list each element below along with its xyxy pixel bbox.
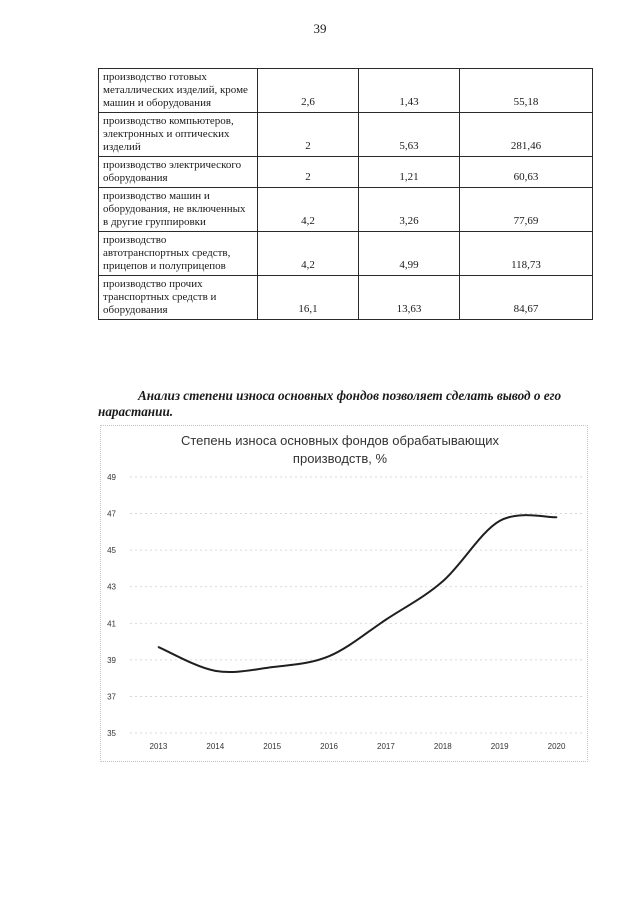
table-row (99, 232, 593, 276)
row-name: производство прочих транспортных средств и оборудования (99, 276, 258, 320)
row-name: производство готовых металлических изделий, кроме машин и оборудования (99, 69, 258, 113)
row-value-2: 13,63 (359, 276, 460, 320)
row-value-3: 77,69 (460, 188, 593, 232)
x-tick-label: 2015 (263, 742, 282, 751)
y-tick-label: 41 (107, 619, 116, 629)
x-axis-ticks (150, 742, 566, 751)
y-axis-ticks (107, 473, 116, 738)
series-layer (158, 515, 558, 672)
y-tick-label: 43 (107, 582, 116, 592)
table-row (99, 188, 593, 232)
chart-title-line-2: производств, % (292, 451, 388, 466)
x-tick-label: 2013 (149, 742, 168, 751)
table-row (99, 69, 593, 113)
row-value-3: 118,73 (460, 232, 593, 276)
table-row (99, 157, 593, 188)
y-tick-label: 37 (107, 692, 116, 702)
data-table (98, 68, 593, 320)
conclusion-text: Анализ степени износа основных фондов позволяет сделать вывод о его нарастании. (98, 388, 562, 419)
row-value-3: 84,67 (460, 276, 593, 320)
row-value-1: 4,2 (258, 188, 359, 232)
x-tick-label: 2019 (490, 742, 509, 751)
x-tick-label: 2014 (206, 742, 225, 751)
data-point (499, 520, 501, 522)
data-point (158, 646, 160, 648)
x-tick-label: 2016 (320, 742, 338, 751)
row-value-2: 3,26 (359, 188, 460, 232)
data-point (328, 655, 330, 657)
row-value-1: 2 (258, 157, 359, 188)
page-number: 39 (313, 21, 327, 36)
y-tick-label: 49 (107, 473, 116, 482)
row-value-2: 1,21 (359, 157, 460, 188)
row-name: производство электрического оборудования (99, 157, 258, 188)
row-value-3: 55,18 (460, 69, 593, 113)
row-value-3: 60,63 (460, 157, 593, 188)
table-row (99, 113, 593, 157)
row-value-2: 4,99 (359, 232, 460, 276)
x-tick-label: 2020 (547, 742, 566, 751)
x-tick-label: 2018 (433, 742, 452, 751)
chart-title-line-1: Степень износа основных фондов обрабатывающих (180, 433, 500, 448)
row-value-2: 5,63 (359, 113, 460, 157)
row-name: производство машин и оборудования, не включенных в другие группировки (99, 188, 258, 232)
data-point (271, 666, 273, 668)
y-tick-label: 47 (107, 509, 116, 519)
data-point (385, 619, 387, 621)
line-chart (90, 425, 600, 765)
x-tick-label: 2017 (377, 742, 395, 751)
row-value-1: 4,2 (258, 232, 359, 276)
row-value-3: 281,46 (460, 113, 593, 157)
y-tick-label: 35 (107, 729, 116, 738)
row-value-1: 2,6 (258, 69, 359, 113)
row-name: производство автотранспортных средств, прицепов и полуприцепов (99, 232, 258, 276)
row-value-2: 1,43 (359, 69, 460, 113)
y-tick-label: 45 (107, 546, 116, 556)
table-row (99, 276, 593, 320)
data-point (442, 580, 444, 582)
y-tick-label: 39 (107, 655, 116, 665)
row-value-1: 2 (258, 113, 359, 157)
data-point (556, 516, 558, 518)
series-line (158, 515, 556, 672)
row-value-1: 16,1 (258, 276, 359, 320)
row-name: производство компьютеров, электронных и оптических изделий (99, 113, 258, 157)
data-point (215, 670, 217, 672)
